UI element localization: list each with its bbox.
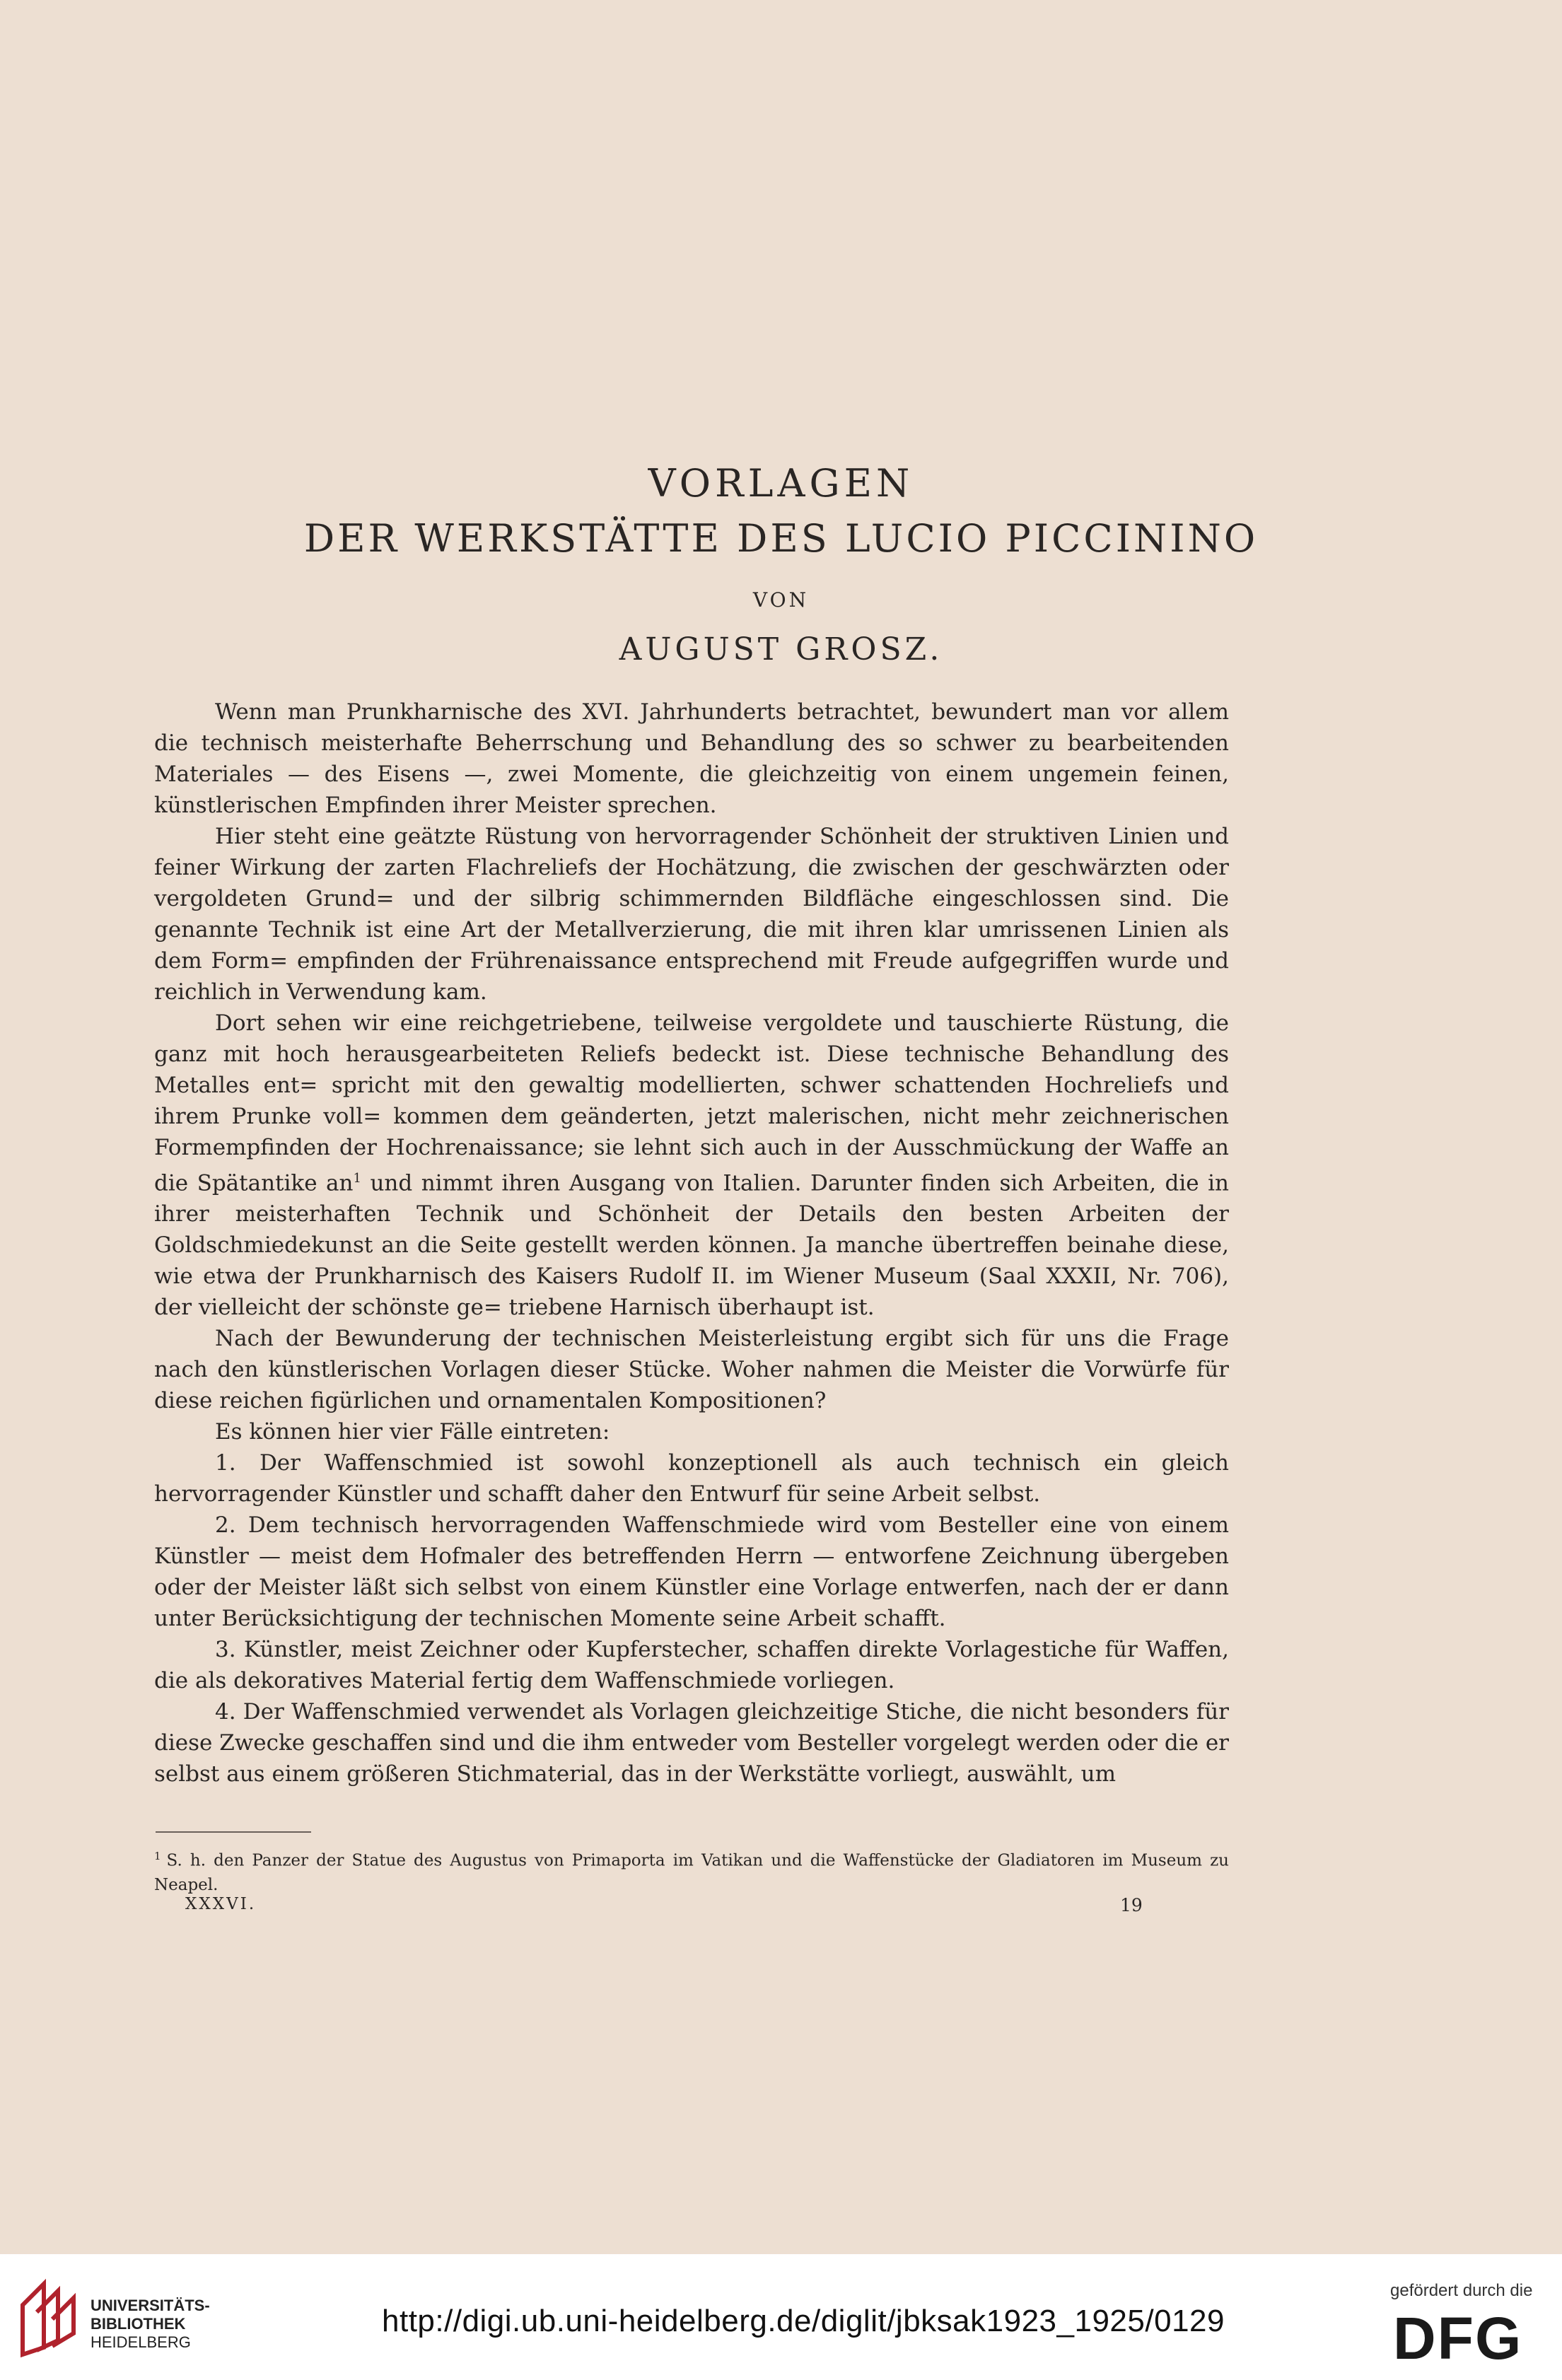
library-name-line: HEIDELBERG (91, 2333, 191, 2351)
paragraph: Nach der Bewunderung der technischen Meisterleistung ergibt sich für uns die Frage nach den künstlerischen Vorlagen dieser Stücke. Woher nahmen die Meister die Vorwürfe für diese reichen figürlichen und ornamentalen Kompositionen? (154, 1326, 1229, 1414)
funding-label: gefördert durch die (1390, 2281, 1533, 2300)
list-item: 2. Dem technisch hervorragenden Waffenschmiede wird vom Besteller eine von einem Künstler — meist dem Hofmaler des betreffenden Herrn — entworfene Zeichnung übergeben oder der Meister läßt sich selbst von einem Künstler eine Vorlage entwerfen, nach der er dann unter Berücksichtigung der technischen Momente seine Arbeit schafft. (154, 1512, 1229, 1632)
library-name-line: UNIVERSITÄTS- (91, 2297, 210, 2314)
title-line-2: DER WERKSTÄTTE DES LUCIO PICCININO (303, 516, 1259, 561)
list-item: 4. Der Waffenschmied verwendet als Vorlagen gleichzeitige Stiche, die nicht besonders für diese Zwecke geschaffen sind und die ihm entweder vom Besteller vorgelegt werden oder die er selbst aus einem größeren Stichmaterial, das in der Werkstätte vorliegt, auswählt, um (154, 1699, 1229, 1787)
title-line-1: VORLAGEN (648, 461, 914, 506)
footer-band (0, 2254, 1562, 2380)
library-name-line: BIBLIOTHEK (91, 2315, 186, 2333)
paragraph-text: und nimmt ihren Ausgang von Italien. Darunter finden sich Arbeiten, die in ihrer meisterhaften Technik und Schönheit der Details den besten Arbeiten der Goldschmiedekunst an die Seite gestellt werden können. Ja manche übertreffen beinahe diese, wie etwa der Prunkharnisch des Kaisers Rudolf II. im Wiener Museum (Saal XXXII, Nr. 706), der vielleicht der schönste ge= triebene Harnisch überhaupt ist. (154, 1170, 1230, 1321)
dfg-logo-text: DFG (1393, 2309, 1523, 2363)
footnote-text: S. h. den Panzer der Statue des Augustus von Primaporta im Vatikan und die Waffenstücke der Gladiatoren im Museum zu Neapel. (154, 1851, 1229, 1894)
title-von: VON (752, 588, 810, 612)
list-item: 3. Künstler, meist Zeichner oder Kupferstecher, schaffen direkte Vorlagestiche für Waffen, die als dekoratives Material fertig dem Waffenschmiede vorliegen. (154, 1637, 1229, 1694)
footnote-divider (156, 1831, 311, 1833)
footnote-mark: 1 (154, 1850, 161, 1862)
page-number: 19 (1120, 1895, 1143, 1915)
paragraph (154, 1008, 1229, 1323)
dfg-logo-icon[interactable] (1393, 2309, 1540, 2363)
paragraph: Wenn man Prunkharnische des XVI. Jahrhunderts betrachtet, bewundert man vor allem die technisch meisterhafte Beherrschung und Behandlung des so schwer zu bearbeitenden Materiales — des Eisens —, zwei Momente, die gleichzeitig von einem ungemein feinen, künstlerischen Empfinden ihrer Meister sprechen. (154, 699, 1229, 818)
body-text (154, 696, 1229, 1790)
library-name (91, 2297, 210, 2352)
author-name: AUGUST GROSZ. (619, 631, 943, 667)
paragraph: Es können hier vier Fälle eintreten: (215, 1419, 610, 1445)
footnote-reference[interactable]: 1 (353, 1171, 361, 1186)
signature-mark: XXXVI. (185, 1895, 257, 1913)
paragraph: Hier steht eine geätzte Rüstung von hervorragender Schönheit der struktiven Linien und feiner Wirkung der zarten Flachreliefs der Hochätzung, die zwischen der geschwärzten oder vergoldeten Grund= und der silbrig schimmernden Bildfläche eingeschlossen sind. Die genannte Technik ist eine Art der Metallverzierung, die mit ihren klar umrissenen Linien als dem Form= empfinden der Frührenaissance entsprechend mit Freude aufgegriffen wurde und reichlich in Verwendung kam. (154, 824, 1229, 1005)
university-library-logo-icon[interactable] (16, 2277, 83, 2362)
list-item: 1. Der Waffenschmied ist sowohl konzeptionell als auch technisch ein gleich hervorragender Künstler und schafft daher den Entwurf für seine Arbeit selbst. (154, 1450, 1229, 1507)
footnote (154, 1844, 1229, 1897)
paragraph-text: Dort sehen wir eine reichgetriebene, teilweise vergoldete und tauschierte Rüstung, die ganz mit hoch herausgearbeiteten Reliefs bedeckt ist. Diese technische Behandlung des Metalles ent= spricht mit den gewaltig modellierten, schwer schattenden Hochreliefs und ihrem Prunke voll= kommen dem geänderten, jetzt malerischen, nicht mehr zeichnerischen Formempfinden der Hochrenaissance; sie lehnt sich auch in der Ausschmückung der Waffe an die Spätantike an (154, 1010, 1229, 1196)
permalink-url[interactable]: http://digi.ub.uni-heidelberg.de/diglit/jbksak1923_1925/0129 (382, 2304, 1225, 2338)
